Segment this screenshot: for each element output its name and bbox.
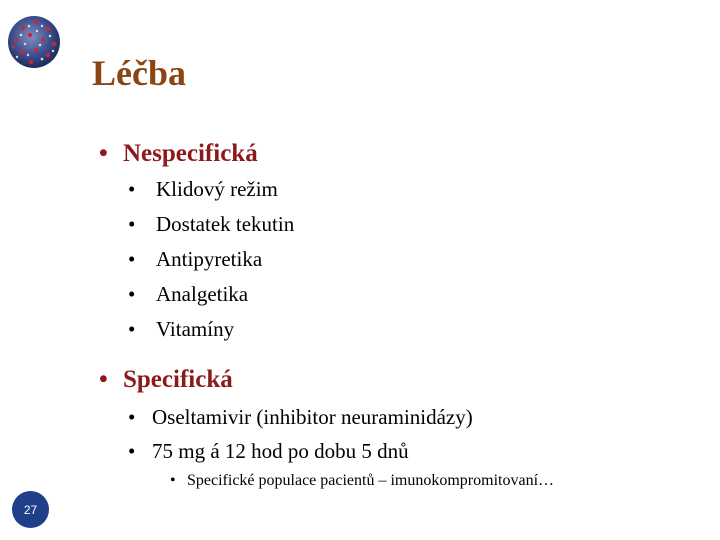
slide-title: Léčba — [92, 53, 186, 93]
page-number: 27 — [23, 502, 38, 517]
bullet-marker: • — [128, 405, 136, 429]
section-heading-nonspecific — [99, 141, 258, 166]
bullet-marker: • — [99, 366, 108, 393]
list-item — [128, 242, 294, 277]
bullet-marker: • — [128, 177, 136, 201]
list-item — [128, 400, 473, 434]
list-item-label: Klidový režim — [156, 177, 278, 201]
bullet-marker: • — [128, 317, 136, 341]
list-item — [128, 277, 294, 312]
list-item-label: Dostatek tekutin — [156, 212, 295, 236]
list-item — [128, 312, 294, 347]
bullet-marker: • — [128, 212, 136, 236]
list-item-label: Analgetika — [156, 282, 249, 306]
page-number-badge — [12, 491, 49, 528]
list-item-label: 75 mg á 12 hod po dobu 5 dnů — [152, 439, 409, 463]
list-item-label: Vitamíny — [156, 317, 235, 341]
specific-sublist — [170, 472, 554, 490]
list-item-label: Antipyretika — [156, 247, 263, 271]
section-heading-specific — [99, 367, 233, 392]
list-item — [128, 207, 294, 242]
bullet-marker: • — [128, 282, 136, 306]
section-heading-label: Nespecifická — [123, 140, 258, 167]
nonspecific-list — [128, 172, 294, 347]
section-heading-label: Specifická — [123, 366, 233, 393]
bullet-marker: • — [128, 247, 136, 271]
specific-list — [128, 400, 473, 468]
list-item — [170, 472, 554, 490]
list-item — [128, 172, 294, 207]
bullet-marker: • — [128, 439, 136, 463]
bullet-marker: • — [170, 472, 176, 489]
list-item-label: Oseltamivir (inhibitor neuraminidázy) — [152, 405, 473, 429]
list-item-label: Specifické populace pacientů – imunokompromitovaní… — [187, 472, 555, 489]
list-item — [128, 434, 473, 468]
bullet-marker: • — [99, 140, 108, 167]
virus-icon — [3, 14, 65, 70]
